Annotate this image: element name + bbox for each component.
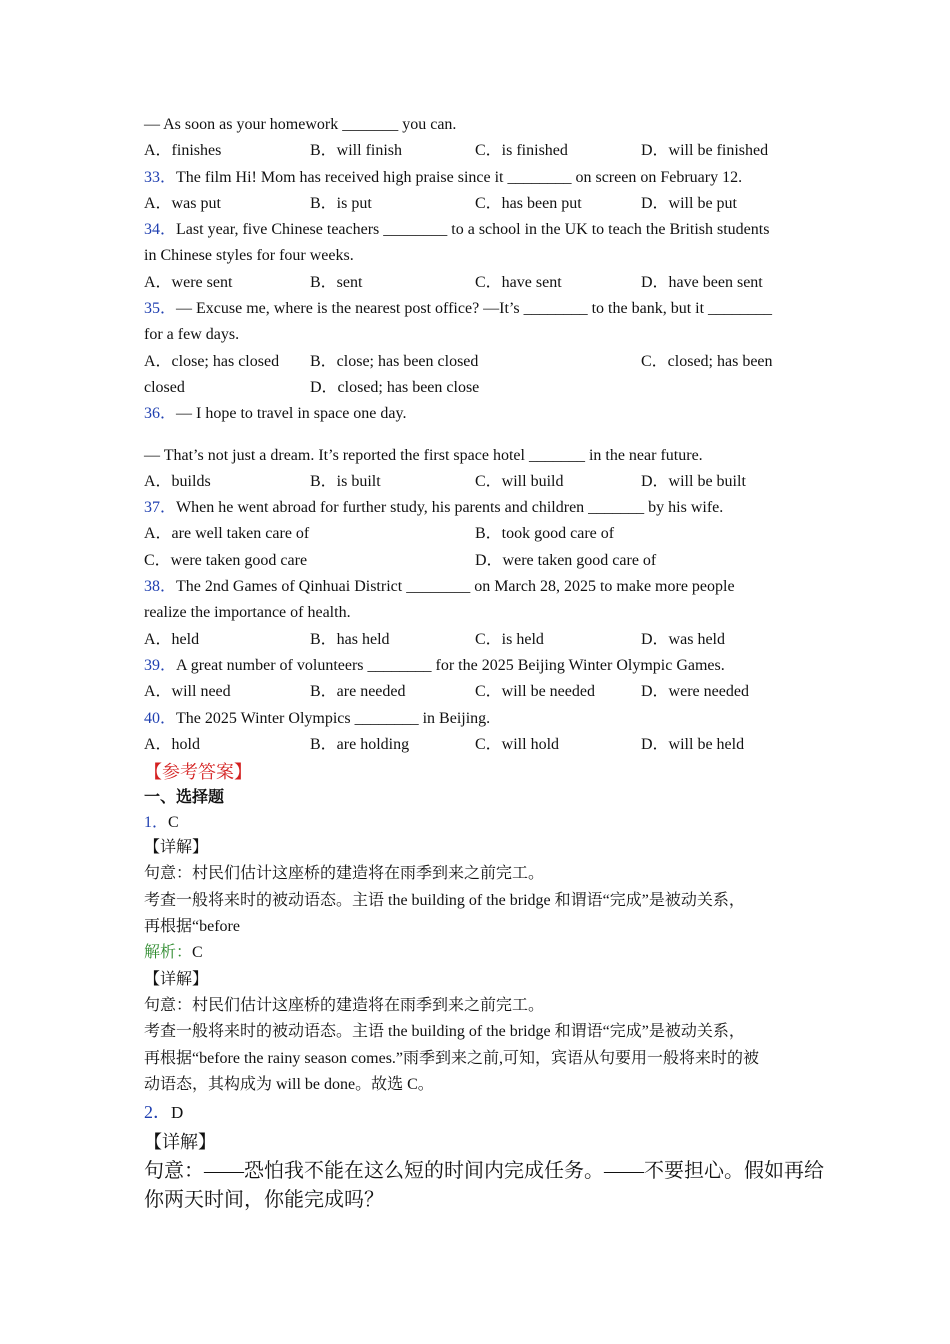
question-number: 33． xyxy=(144,168,177,186)
question-number: 34． xyxy=(144,221,177,239)
option-d: D．was held xyxy=(641,630,725,648)
question-number: 38． xyxy=(144,578,177,596)
option-b: B．took good care of xyxy=(475,525,615,543)
explanation-line: 句意：——恐怕我不能在这么短的时间内完成任务。——不要担心。假如再给 xyxy=(144,1160,824,1183)
question-number: 35． xyxy=(144,300,177,318)
question-stem xyxy=(144,706,814,732)
detail-label: 【详解】 xyxy=(144,839,209,857)
explanation-line: 考查一般将来时的被动语态。主语 the building of the bridge 和谓语“完成”是被动关系， xyxy=(144,891,745,909)
option-a: A．close; has closed xyxy=(144,352,280,370)
option-b: B．is put xyxy=(310,194,372,212)
option-b: B．is built xyxy=(310,472,381,490)
option-c: C．will be needed xyxy=(475,683,595,701)
option-a: A．are well taken care of xyxy=(144,525,310,543)
option-c: C．will hold xyxy=(475,735,560,753)
explanation-line: 动语态，其构成为 will be done。故选 C。 xyxy=(144,1075,434,1093)
option-c-cont: closed xyxy=(144,378,185,396)
answer-item xyxy=(144,1098,814,1127)
question-number: 39． xyxy=(144,656,177,674)
option-a: A．was put xyxy=(144,194,221,212)
options-row xyxy=(144,548,814,574)
question-text-cont: — That’s not just a dream. It’s reported the first space hotel _______ in the near future. xyxy=(144,446,703,464)
options-row xyxy=(144,349,814,375)
analysis-line xyxy=(144,940,814,966)
question-text: Last year, five Chinese teachers ________ to a school in the UK to teach the British students xyxy=(176,221,770,239)
answer-number: 1． xyxy=(144,814,169,832)
options-row xyxy=(144,732,814,758)
options-row xyxy=(144,679,814,705)
explanation-line: 考查一般将来时的被动语态。主语 the building of the bridge 和谓语“完成”是被动关系， xyxy=(144,1023,745,1041)
option-c: C．have sent xyxy=(475,273,562,291)
explanation-line: 再根据“before the rainy season comes.”雨季到来之前,可知，宾语从句要用一般将来时的被 xyxy=(144,1049,760,1067)
question-stem xyxy=(144,653,814,679)
question-text: When he went abroad for further study, his parents and children _______ by his wife. xyxy=(176,499,724,517)
option-b: B．sent xyxy=(310,273,363,291)
option-a: A．hold xyxy=(144,735,201,753)
question-text: The 2025 Winter Olympics ________ in Beijing. xyxy=(176,709,491,727)
explanation-line: 句意：村民们估计这座桥的建造将在雨季到来之前完工。 xyxy=(144,996,545,1014)
question-text-cont: in Chinese styles for four weeks. xyxy=(144,247,354,265)
question-number: 36． xyxy=(144,405,177,423)
option-b: B．has held xyxy=(310,630,390,648)
answer-item xyxy=(144,810,814,835)
question-stem xyxy=(144,401,814,427)
option-c: C．were taken good care xyxy=(144,551,308,569)
detail-label: 【详解】 xyxy=(144,1132,216,1153)
question-text: A great number of volunteers ________ for the 2025 Beijing Winter Olympic Games. xyxy=(176,656,725,674)
options-row xyxy=(144,191,814,217)
question-number: 37． xyxy=(144,499,177,517)
options-row xyxy=(144,627,814,653)
answer-value: D xyxy=(171,1103,184,1123)
analysis-label: 解析： xyxy=(144,944,193,962)
option-a: A．finishes xyxy=(144,142,222,160)
options-row xyxy=(144,469,814,495)
question-text: The film Hi! Mom has received high praise since it ________ on screen on February 12. xyxy=(176,168,743,186)
option-a: A．builds xyxy=(144,472,211,490)
spacer xyxy=(144,428,814,443)
option-c: C．is held xyxy=(475,630,544,648)
option-b: B．will finish xyxy=(310,142,403,160)
option-d: D．were needed xyxy=(641,683,749,701)
answer-number: 2． xyxy=(144,1102,171,1123)
answer-heading: 【参考答案】 xyxy=(144,762,252,783)
question-stem xyxy=(144,574,814,600)
explanation-line: 再根据“before xyxy=(144,918,240,936)
option-b: B．are holding xyxy=(310,735,410,753)
detail-label: 【详解】 xyxy=(144,970,209,988)
option-a: A．will need xyxy=(144,683,231,701)
question-stem xyxy=(144,495,814,521)
question-text-cont: for a few days. xyxy=(144,326,240,344)
explanation-line: 句意：村民们估计这座桥的建造将在雨季到来之前完工。 xyxy=(144,865,545,883)
option-d: D．will be built xyxy=(641,472,746,490)
options-row xyxy=(144,375,814,401)
options-row xyxy=(144,521,814,547)
option-d: D．will be held xyxy=(641,735,745,753)
answer-value: C xyxy=(168,814,179,832)
document-page xyxy=(144,112,824,1215)
question-text: — Excuse me, where is the nearest post office? —It’s ________ to the bank, but it ________ xyxy=(176,300,773,318)
question-stem xyxy=(144,296,814,322)
question-stem xyxy=(144,217,814,243)
option-d: D．were taken good care of xyxy=(475,551,657,569)
option-b: B．close; has been closed xyxy=(310,352,479,370)
option-b: B．are needed xyxy=(310,683,406,701)
question-stem xyxy=(144,165,814,191)
option-c: C．is finished xyxy=(475,142,568,160)
options-row xyxy=(144,270,814,296)
section-title: 一、选择题 xyxy=(144,789,225,807)
option-d: D．closed; has been close xyxy=(310,378,480,396)
question-number: 40． xyxy=(144,709,177,727)
question-text: The 2nd Games of Qinhuai District ________ on March 28, 2025 to make more people xyxy=(176,578,735,596)
question-text-cont: realize the importance of health. xyxy=(144,604,351,622)
option-d: D．have been sent xyxy=(641,273,763,291)
analysis-value: C xyxy=(192,944,203,962)
option-d: D．will be put xyxy=(641,194,737,212)
option-a: A．held xyxy=(144,630,200,648)
explanation-line: 你两天时间，你能完成吗？ xyxy=(144,1189,384,1212)
option-c: C．closed; has been xyxy=(641,352,773,370)
options-row xyxy=(144,138,814,164)
option-d: D．will be finished xyxy=(641,142,769,160)
option-c: C．will build xyxy=(475,472,564,490)
option-a: A．were sent xyxy=(144,273,233,291)
question-text: — I hope to travel in space one day. xyxy=(176,405,407,423)
option-c: C．has been put xyxy=(475,194,582,212)
question-stem: — As soon as your homework _______ you can. xyxy=(144,116,457,133)
